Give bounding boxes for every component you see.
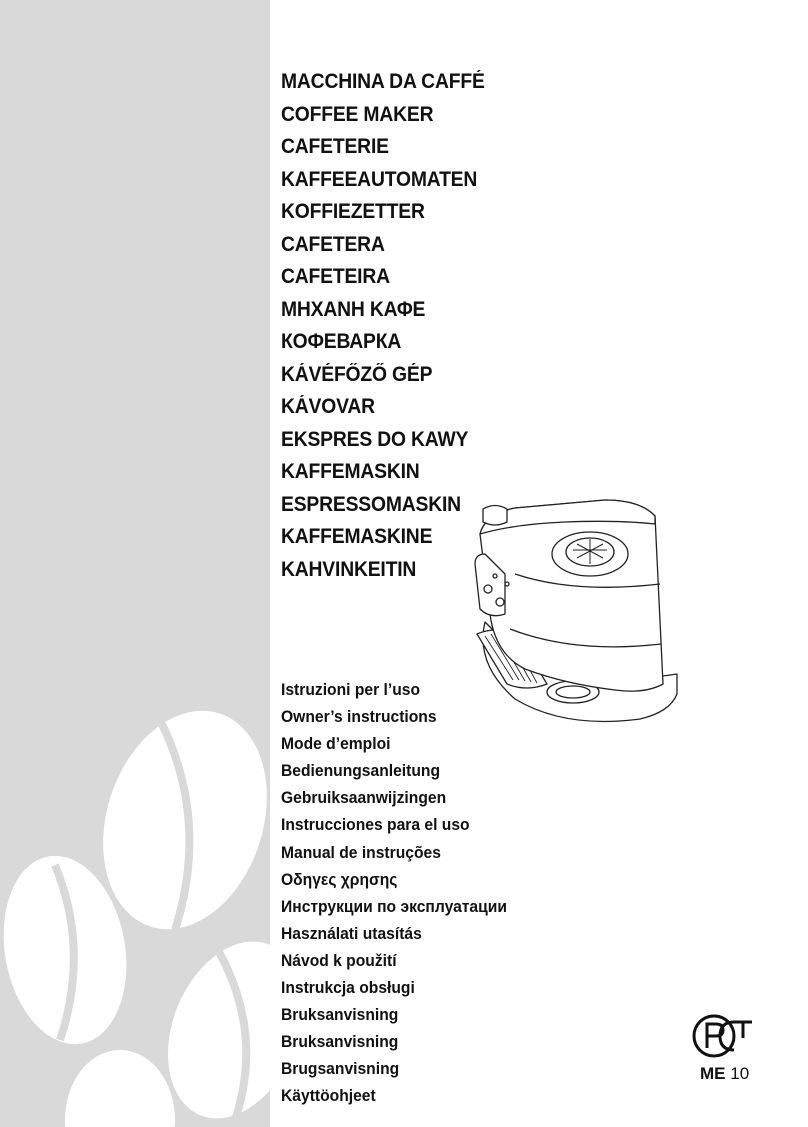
product-title: CAFETEIRA bbox=[281, 265, 390, 288]
product-title: KAFFEMASKINE bbox=[281, 525, 433, 548]
instruction-title: Návod k použití bbox=[281, 950, 397, 970]
instruction-title: Bruksanvisning bbox=[281, 1032, 399, 1052]
instruction-title: Gebruiksaanwijzingen bbox=[281, 788, 447, 808]
model-number-value: 10 bbox=[730, 1064, 750, 1083]
instruction-title: Használati utasítás bbox=[281, 923, 422, 943]
product-title: MACCHINA DA CAFFÉ bbox=[281, 70, 485, 93]
product-title: KÁVÉFŐZŐ GÉP bbox=[281, 362, 433, 386]
instruction-title: Brugsanvisning bbox=[281, 1059, 400, 1079]
product-title: ΜΗΧΑΝΗ ΚΑΦΕ bbox=[281, 297, 426, 321]
product-title: KAHVINKEITIN bbox=[281, 557, 417, 581]
instruction-title: Owner’s instructions bbox=[281, 707, 437, 727]
product-title: КОФЕВАРКА bbox=[281, 330, 402, 353]
instruction-title: Οδηγες χρησης bbox=[281, 869, 398, 889]
instruction-title: Käyttöohjeet bbox=[281, 1086, 376, 1106]
product-title: ESPRESSOMASKIN bbox=[281, 492, 461, 516]
product-title: KÁVOVAR bbox=[281, 395, 375, 418]
instruction-title-list bbox=[281, 676, 527, 1110]
product-title: CAFETERIE bbox=[281, 135, 389, 158]
instruction-title: Инструкции по эксплуатации bbox=[281, 896, 507, 916]
rst-certification-icon bbox=[690, 1012, 756, 1060]
model-prefix: ME bbox=[700, 1064, 726, 1083]
product-title: KOFFIEZETTER bbox=[281, 200, 425, 223]
instruction-title: Instrucciones para el uso bbox=[281, 815, 470, 835]
instruction-title: Manual de instruções bbox=[281, 842, 441, 862]
product-title: COFFEE MAKER bbox=[281, 102, 434, 126]
product-title: EKSPRES DO KAWY bbox=[281, 427, 469, 451]
model-number bbox=[700, 1064, 749, 1084]
product-title: KAFFEMASKIN bbox=[281, 460, 420, 483]
instruction-title: Bruksanvisning bbox=[281, 1005, 399, 1025]
instruction-title: Istruzioni per l’uso bbox=[281, 680, 421, 699]
instruction-title: Mode d’emploi bbox=[281, 734, 391, 754]
instruction-title: Instrukcja obsługi bbox=[281, 978, 415, 998]
instruction-title: Bedienungsanleitung bbox=[281, 761, 441, 781]
product-title: CAFETERA bbox=[281, 232, 385, 256]
product-title: KAFFEEAUTOMATEN bbox=[281, 167, 478, 191]
